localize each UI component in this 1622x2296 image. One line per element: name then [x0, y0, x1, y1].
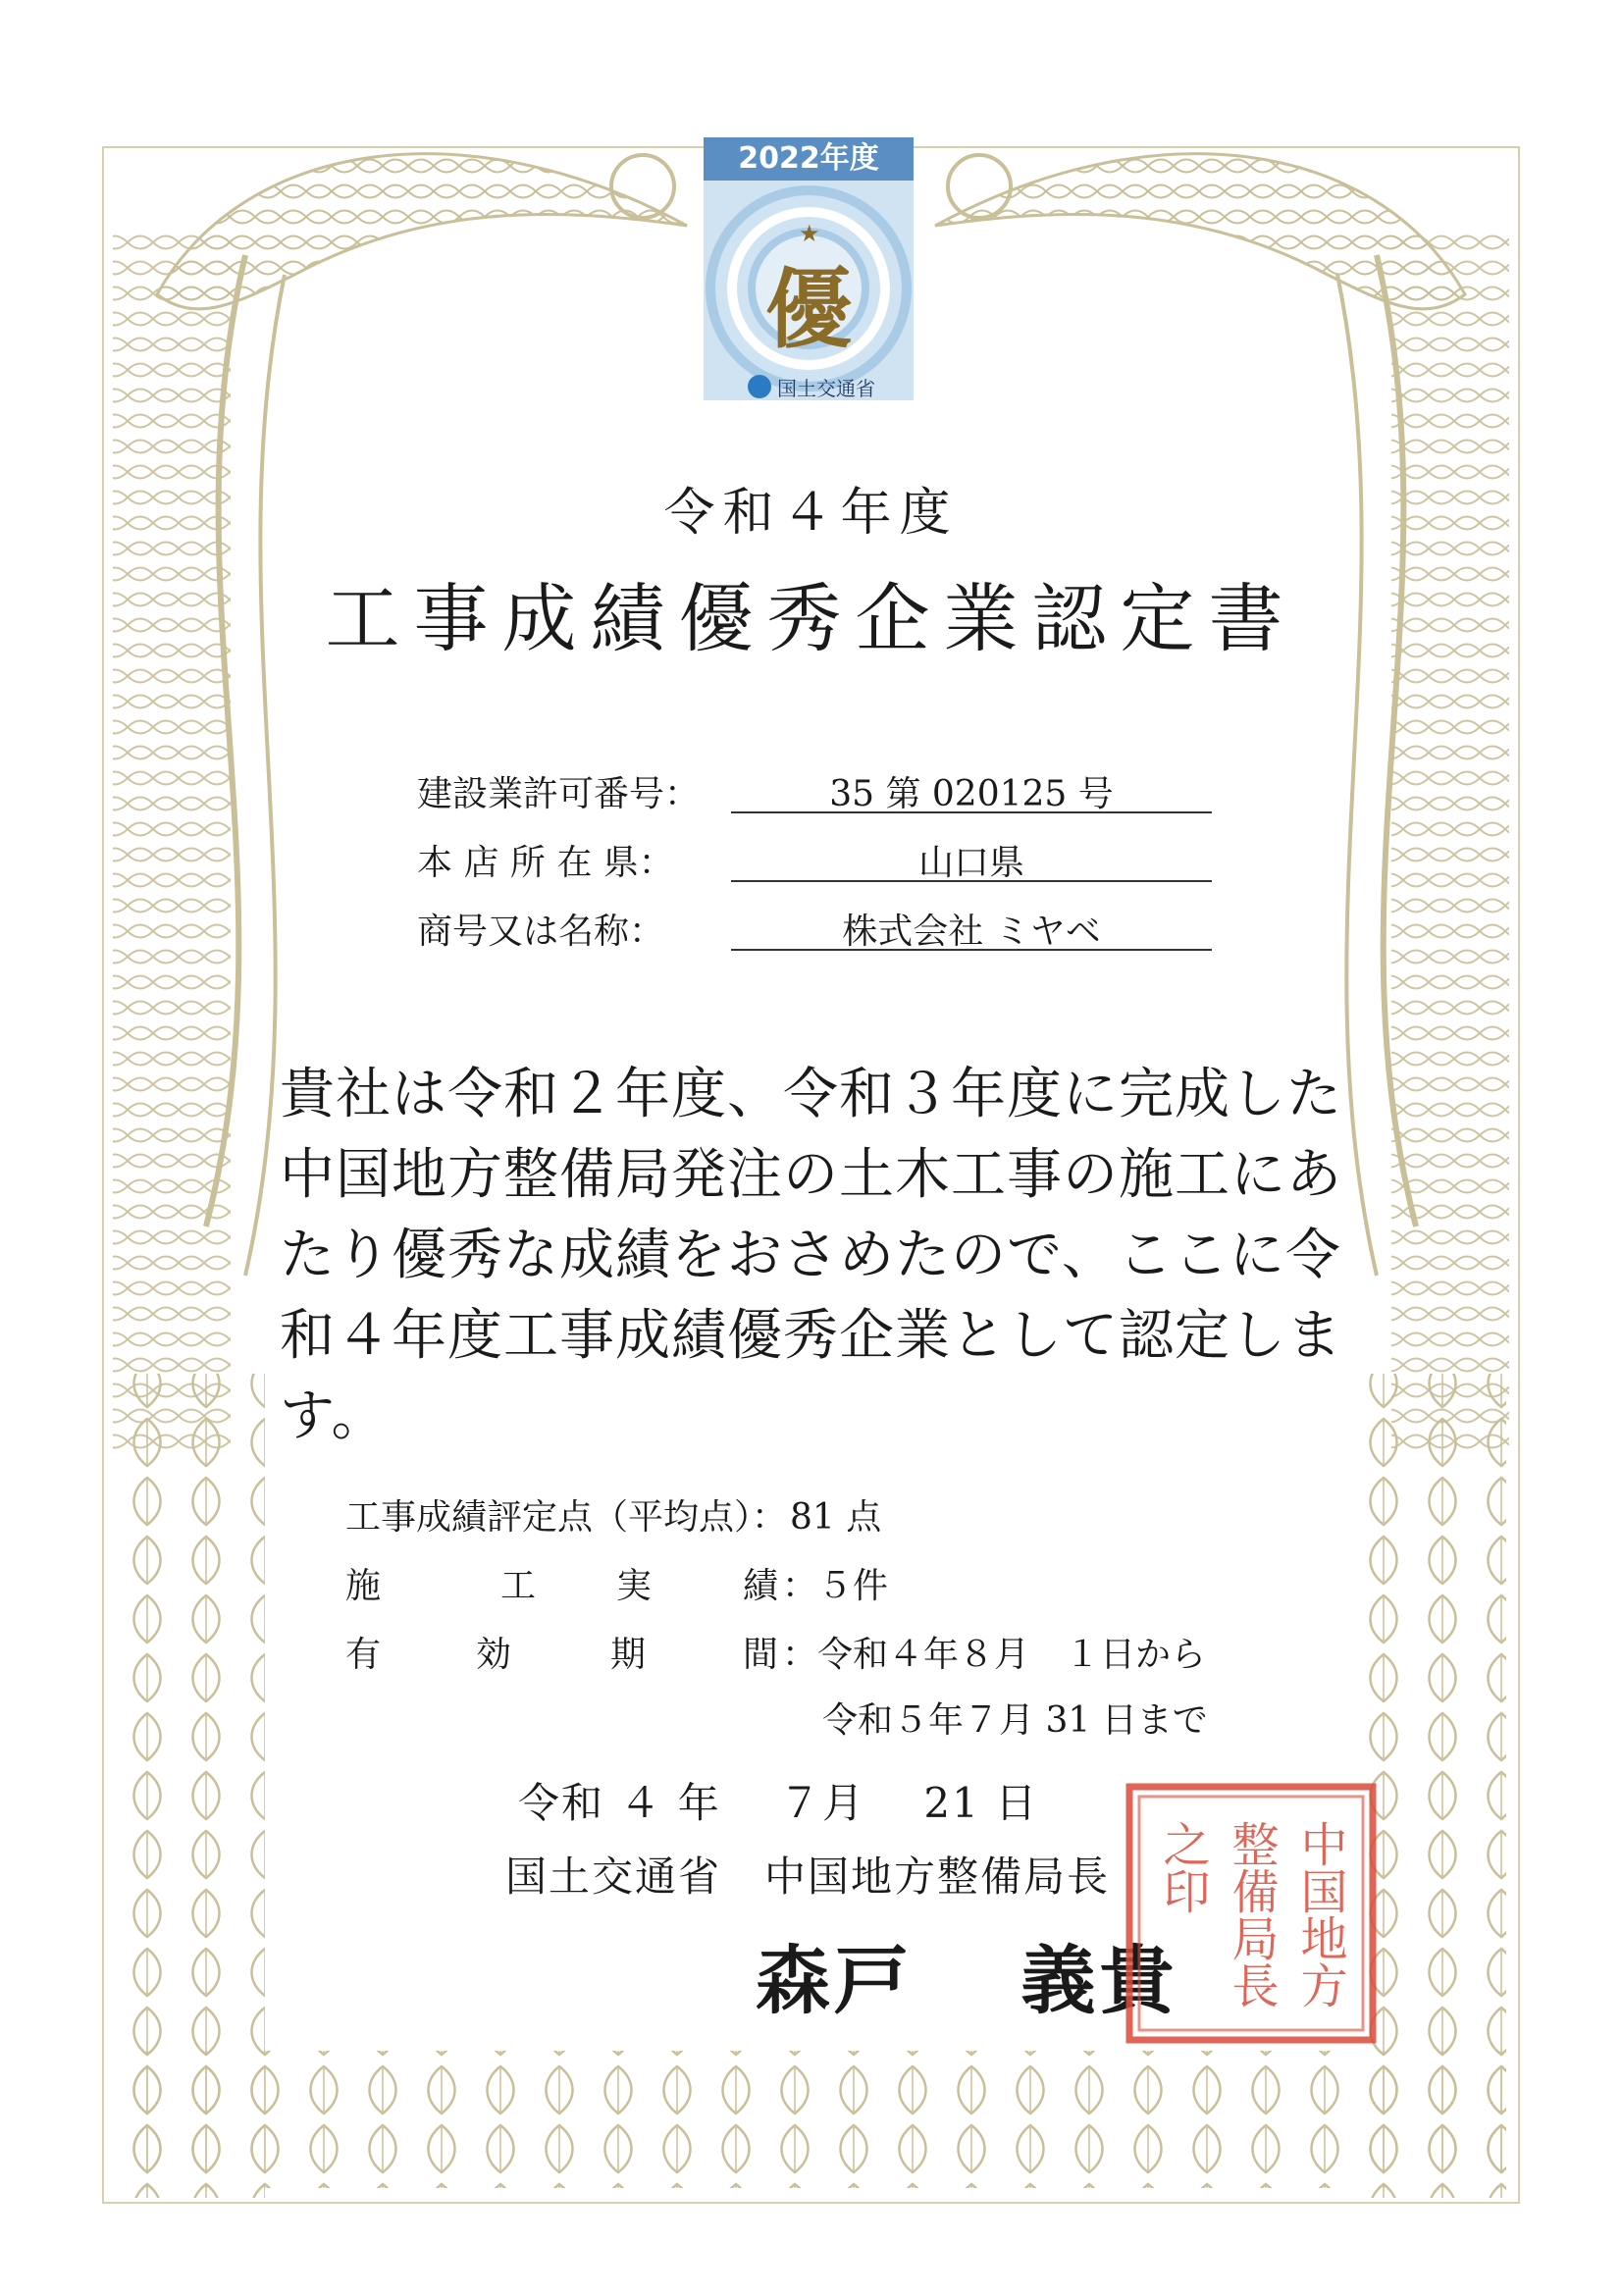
mlit-logo-icon	[748, 375, 771, 398]
seal-line: 整備局長	[1224, 1820, 1279, 2009]
certificate-subtitle: 令和４年度	[663, 484, 959, 543]
body-line: たり優秀な成績をおさめたので、ここに令	[280, 1224, 1341, 1287]
period-to: 令和５年７月 31 日まで	[822, 1700, 1208, 1741]
period-label-4: 間	[743, 1635, 779, 1675]
record-value: ：５件	[782, 1566, 889, 1606]
badge-ministry	[723, 373, 900, 400]
issuer-title: 国土交通省 中国地方整備局長	[505, 1852, 1111, 1901]
score-value: 81 点	[790, 1497, 882, 1538]
period-from: ：令和４年８月 １日から	[782, 1635, 1207, 1675]
period-label-2: 効	[476, 1635, 512, 1675]
seal-line: 中国地方	[1292, 1820, 1347, 2009]
underline	[731, 880, 1212, 882]
body-line: 貴社は令和２年度、令和３年度に完成した	[280, 1063, 1342, 1126]
issue-date: 令和 ４ 年 ７月 21 日	[518, 1779, 1039, 1827]
record-label-2: 工	[500, 1566, 537, 1606]
badge-body	[704, 181, 914, 400]
period-label-1: 有	[345, 1635, 382, 1675]
score-label: 工事成績評定点（平均点）：	[345, 1497, 788, 1538]
signature: 森戸 義貴	[756, 1937, 1178, 2024]
info-label: 建設業許可番号：	[417, 774, 701, 814]
seal-line: 之印	[1155, 1820, 1210, 1914]
body-line: 中国地方整備局発注の土木工事の施工にあ	[280, 1143, 1342, 1207]
record-label-3: 実	[616, 1566, 653, 1606]
period-label-3: 期	[610, 1635, 647, 1675]
info-value: 株式会社 ミヤベ	[842, 912, 1101, 952]
star-icon: ★	[799, 220, 820, 247]
info-label: 商号又は名称：	[417, 912, 665, 952]
certificate-body	[280, 1055, 1344, 1457]
info-row-prefecture	[417, 829, 1212, 884]
award-badge	[704, 137, 914, 400]
badge-year: 2022年度	[704, 137, 914, 181]
info-value: 35 第 020125 号	[829, 774, 1114, 814]
body-line: す。	[280, 1384, 388, 1448]
info-label: 本 店 所 在 県：	[417, 843, 674, 883]
badge-character: 優	[764, 258, 852, 360]
badge-ministry-label: 国土交通省	[777, 376, 875, 400]
certificate-title: 工事成績優秀企業認定書	[325, 575, 1297, 662]
record-label-1: 施	[345, 1566, 382, 1606]
official-seal-icon	[1124, 1781, 1379, 2046]
info-row-company	[417, 898, 1212, 953]
underline	[731, 811, 1212, 813]
info-value: 山口県	[917, 843, 1024, 883]
body-line: 和４年度工事成績優秀企業として認定しま	[280, 1304, 1342, 1368]
info-row-license	[417, 760, 1212, 815]
record-label-4: 績	[743, 1566, 779, 1606]
underline	[731, 949, 1212, 951]
